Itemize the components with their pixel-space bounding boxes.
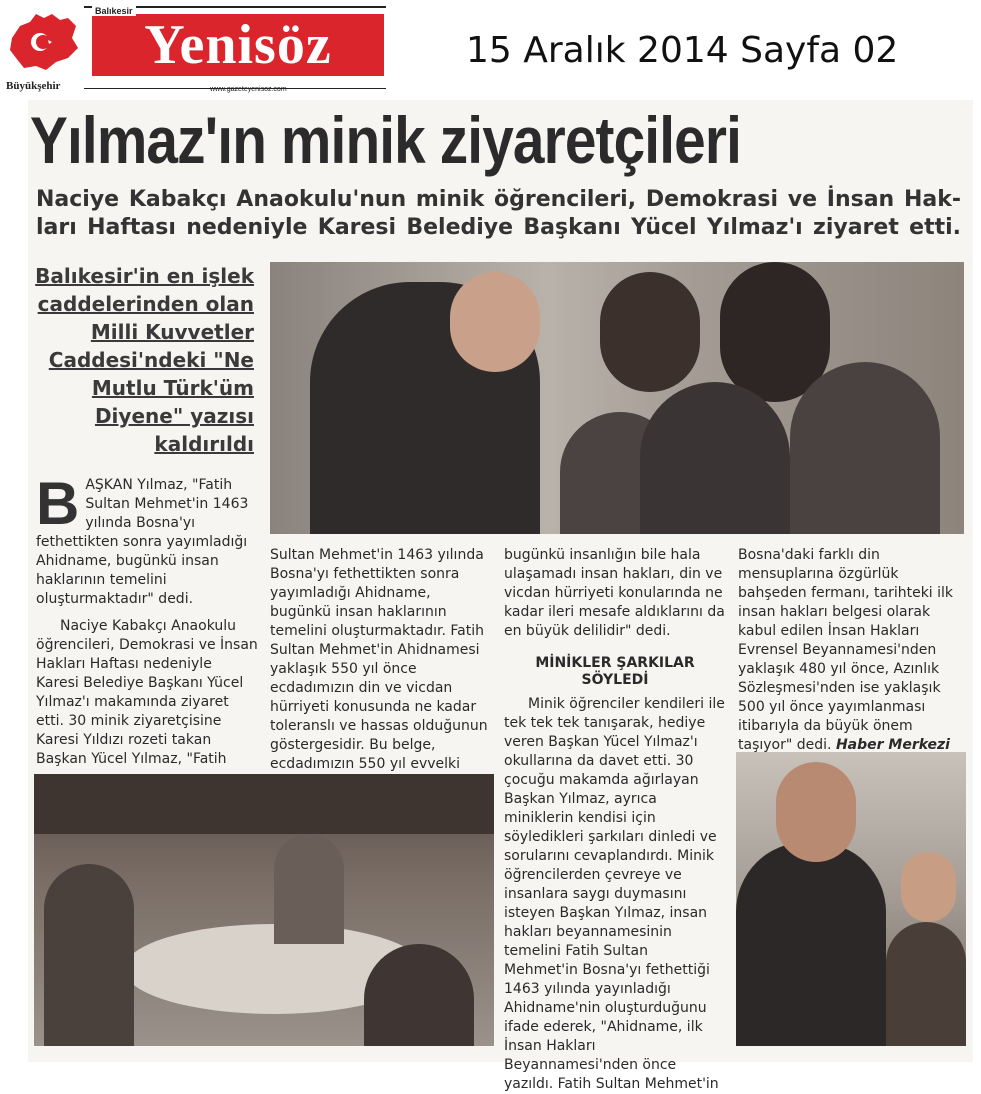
subhead-line-1: Naciye Kabakçı Anaokulu'nun minik öğrencileri, Demokrasi ve İnsan Hak-: [36, 187, 961, 212]
masthead-city-top: Balıkesir: [92, 6, 136, 16]
publication-info: 15 Aralık 2014 Sayfa 02: [466, 30, 899, 71]
dropcap-letter: B: [36, 470, 80, 537]
col1-paragraph-1-text: AŞKAN Yılmaz, "Fatih Sultan Mehmet'in 1463 yılında Bosna'yı fethettikten sonra yayımladığı Ahidname, bugünkü insan haklarının temelini oluşturmaktadır" dedi.: [36, 477, 249, 607]
article-column-1: [36, 470, 258, 768]
photo-children-at-table: [34, 774, 494, 1046]
masthead-website: www.gazeteyenisoz.com: [210, 86, 287, 93]
masthead-city-bottom: Büyükşehir: [6, 80, 61, 92]
masthead-brand: Yenisöz: [92, 14, 384, 76]
article-headline: Yılmaz'ın minik ziyaretçileri: [30, 103, 741, 177]
article-author: Haber Merkezi: [835, 737, 950, 753]
col3-paragraph-1: bugünkü insanlığın bile hala ulaşamadı insan hakları, din ve vicdan hürriyeti konularında ne kadar ileri mesafe aldıklarını da en büyük delilidir" dedi.: [504, 547, 725, 639]
col1-paragraph-2: Naciye Kabakçı Anaokulu öğrencileri, Demokrasi ve İnsan Hakları Haftası nedeniyle Karesi Belediye Başkanı Yücel Yılmaz'ı makamında ziyaret etti. 30 minik ziyaretçisine Karesi Yıldızı rozeti takan Başkan Yücel Yılmaz, "Fatih: [36, 618, 258, 767]
article-column-2: [270, 546, 492, 772]
col2-paragraph-1: Sultan Mehmet'in 1463 yılında Bosna'yı fethettikten sonra yayımladığı Ahidname, bugünkü insan haklarının temelini oluşturmaktadır. Fatih Sultan Mehmet'in Ahidnamesi yaklaşık 550 yıl önce ecdadımızın din ve vicdan hürriyeti konusunda ne kadar toleranslı ve hassas olduğunun göstergesidir. Bu belge, ecdadımızın 550 yıl evvelki: [270, 547, 488, 772]
article-subhead: [36, 186, 961, 242]
sidebar-note-text: Balıkesir'in en işlek caddelerinden olan Milli Kuvvetler Caddesi'ndeki "Ne Mutlu Türk'üm Diyene" yazısı kaldırıldı: [35, 264, 254, 456]
article-column-3: [504, 546, 726, 1092]
col3-paragraph-2: Minik öğrenciler kendileri ile tek tek tek tanışarak, hediye veren Başkan Yücel Yılmaz'ı okullarına da davet etti. 30 çocuğu makamda ağırlayan Başkan Yılmaz, ayrıca miniklerin kendisi için söyledikleri şarkıları dinledi ve sorularını cevaplandırdı. Minik öğrencilerden çevreye ve insanlara saygı duymasını isteyen Başkan Yılmaz, insan hakları beyannamesinin temelini Fatih Sultan Mehmet'in Bosna'yı fethettiği 1463 yılında yayınladığı Ahidname'nin oluşturduğunu ifade ederek, "Ahidname, ilk İnsan Hakları Beyannamesi'nden önce yazıldı. Fatih Sultan Mehmet'in: [504, 696, 725, 1092]
subhead-line-2: ları Haftası nedeniyle Karesi Belediye Başkanı Yücel Yılmaz'ı ziyaret etti.: [36, 215, 961, 240]
section-subtitle: MİNİKLER ŞARKILAR SÖYLEDİ: [535, 655, 695, 688]
photo-mayor-with-children: [270, 262, 964, 534]
article-column-4: [738, 546, 966, 753]
article-paragraph: [36, 470, 258, 609]
col4-paragraph: [738, 546, 966, 755]
turkey-map-flag-icon: [6, 8, 82, 78]
col4-paragraph-1-text: Bosna'daki farklı din mensuplarına özgürlük bahşeden fermanı, tarihteki ilk insan hakları belgesi olarak kabul edilen İnsan Hakları Evrensel Beyannamesi'nden yaklaşık 480 yıl önce, Azınlık Sözleşmesi'nden ise yaklaşık 500 yıl önce yayımlanması itibarıyla da büyük önem taşıyor" dedi.: [738, 547, 954, 753]
photo-mayor-portrait-with-child: [736, 752, 966, 1046]
sidebar-note: [34, 262, 254, 458]
